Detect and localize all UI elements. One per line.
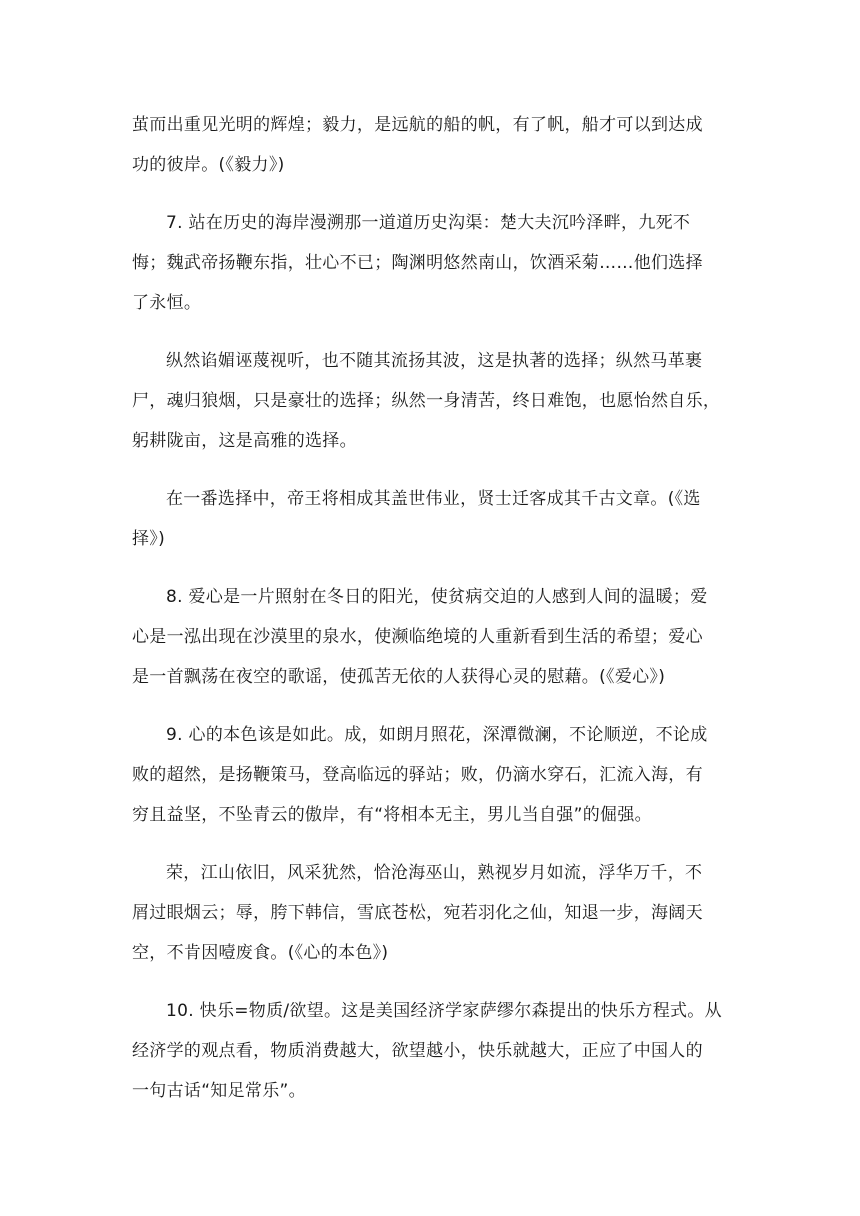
paragraph-p10 — [132, 991, 735, 1111]
text-line: 10. 快乐=物质/欲望。这是美国经济学家萨缪尔森提出的快乐方程式。从 — [166, 1001, 722, 1021]
text-line: 穷且益坚，不坠青云的傲岸，有“将相本无主，男儿当自强”的倔强。 — [132, 805, 652, 825]
text-line: 7. 站在历史的海岸漫溯那一道道历史沟渠：楚大夫沉吟泽畔，九死不 — [166, 213, 691, 233]
paragraph-gap — [132, 323, 735, 341]
text-line: 9. 心的本色该是如此。成，如朗月照花，深潭微澜，不论顺逆，不论成 — [166, 725, 708, 745]
text-line: 心是一泓出现在沙漠里的泉水，使濒临绝境的人重新看到生活的希望；爱心 — [132, 627, 703, 647]
text-line: 尸，魂归狼烟，只是豪壮的选择；纵然一身清苦，终日难饱，也愿怡然自乐， — [132, 391, 721, 411]
text-line: 躬耕陇亩，这是高雅的选择。 — [132, 431, 357, 451]
text-line: 功的彼岸。(《毅力》) — [132, 155, 285, 175]
paragraph-p7 — [132, 203, 735, 323]
text-line: 一句古话“知足常乐”。 — [132, 1081, 306, 1101]
paragraph-gap — [132, 835, 735, 853]
paragraph-p7c — [132, 479, 735, 559]
text-line: 择》) — [132, 529, 166, 549]
body-text — [132, 105, 735, 1111]
paragraph-gap — [132, 461, 735, 479]
text-line: 纵然谄媚诬蔑视听，也不随其流扬其波，这是执著的选择；纵然马革裹 — [166, 351, 703, 371]
text-line: 了永恒。 — [132, 293, 202, 313]
paragraph-p9 — [132, 715, 735, 835]
paragraph-gap — [132, 185, 735, 203]
paragraph-p9b — [132, 853, 735, 973]
text-line: 经济学的观点看，物质消费越大，欲望越小，快乐就越大，正应了中国人的 — [132, 1041, 703, 1061]
text-line: 屑过眼烟云；辱，胯下韩信，雪底苍松，宛若羽化之仙，知退一步，海阔天 — [132, 903, 703, 923]
paragraph-p6-tail — [132, 105, 735, 185]
text-line: 空，不肯因噎废食。(《心的本色》) — [132, 943, 389, 963]
text-line: 悔；魏武帝扬鞭东指，壮心不已；陶渊明悠然南山，饮酒采菊……他们选择 — [132, 253, 703, 273]
text-line: 败的超然，是扬鞭策马，登高临远的驿站；败，仍滴水穿石，汇流入海，有 — [132, 765, 703, 785]
paragraph-gap — [132, 697, 735, 715]
text-line: 茧而出重见光明的辉煌；毅力，是远航的船的帆，有了帆，船才可以到达成 — [132, 115, 703, 135]
paragraph-gap — [132, 559, 735, 577]
text-line: 在一番选择中，帝王将相成其盖世伟业，贤士迁客成其千古文章。(《选 — [166, 489, 701, 509]
paragraph-gap — [132, 973, 735, 991]
paragraph-p7b — [132, 341, 735, 461]
paragraph-p8 — [132, 577, 735, 697]
text-line: 是一首飘荡在夜空的歌谣，使孤苦无依的人获得心灵的慰藉。(《爱心》) — [132, 667, 666, 687]
text-line: 8. 爱心是一片照射在冬日的阳光，使贫病交迫的人感到人间的温暖；爱 — [166, 587, 708, 607]
text-line: 荣，江山依旧，风采犹然，恰沧海巫山，熟视岁月如流，浮华万千，不 — [166, 863, 703, 883]
